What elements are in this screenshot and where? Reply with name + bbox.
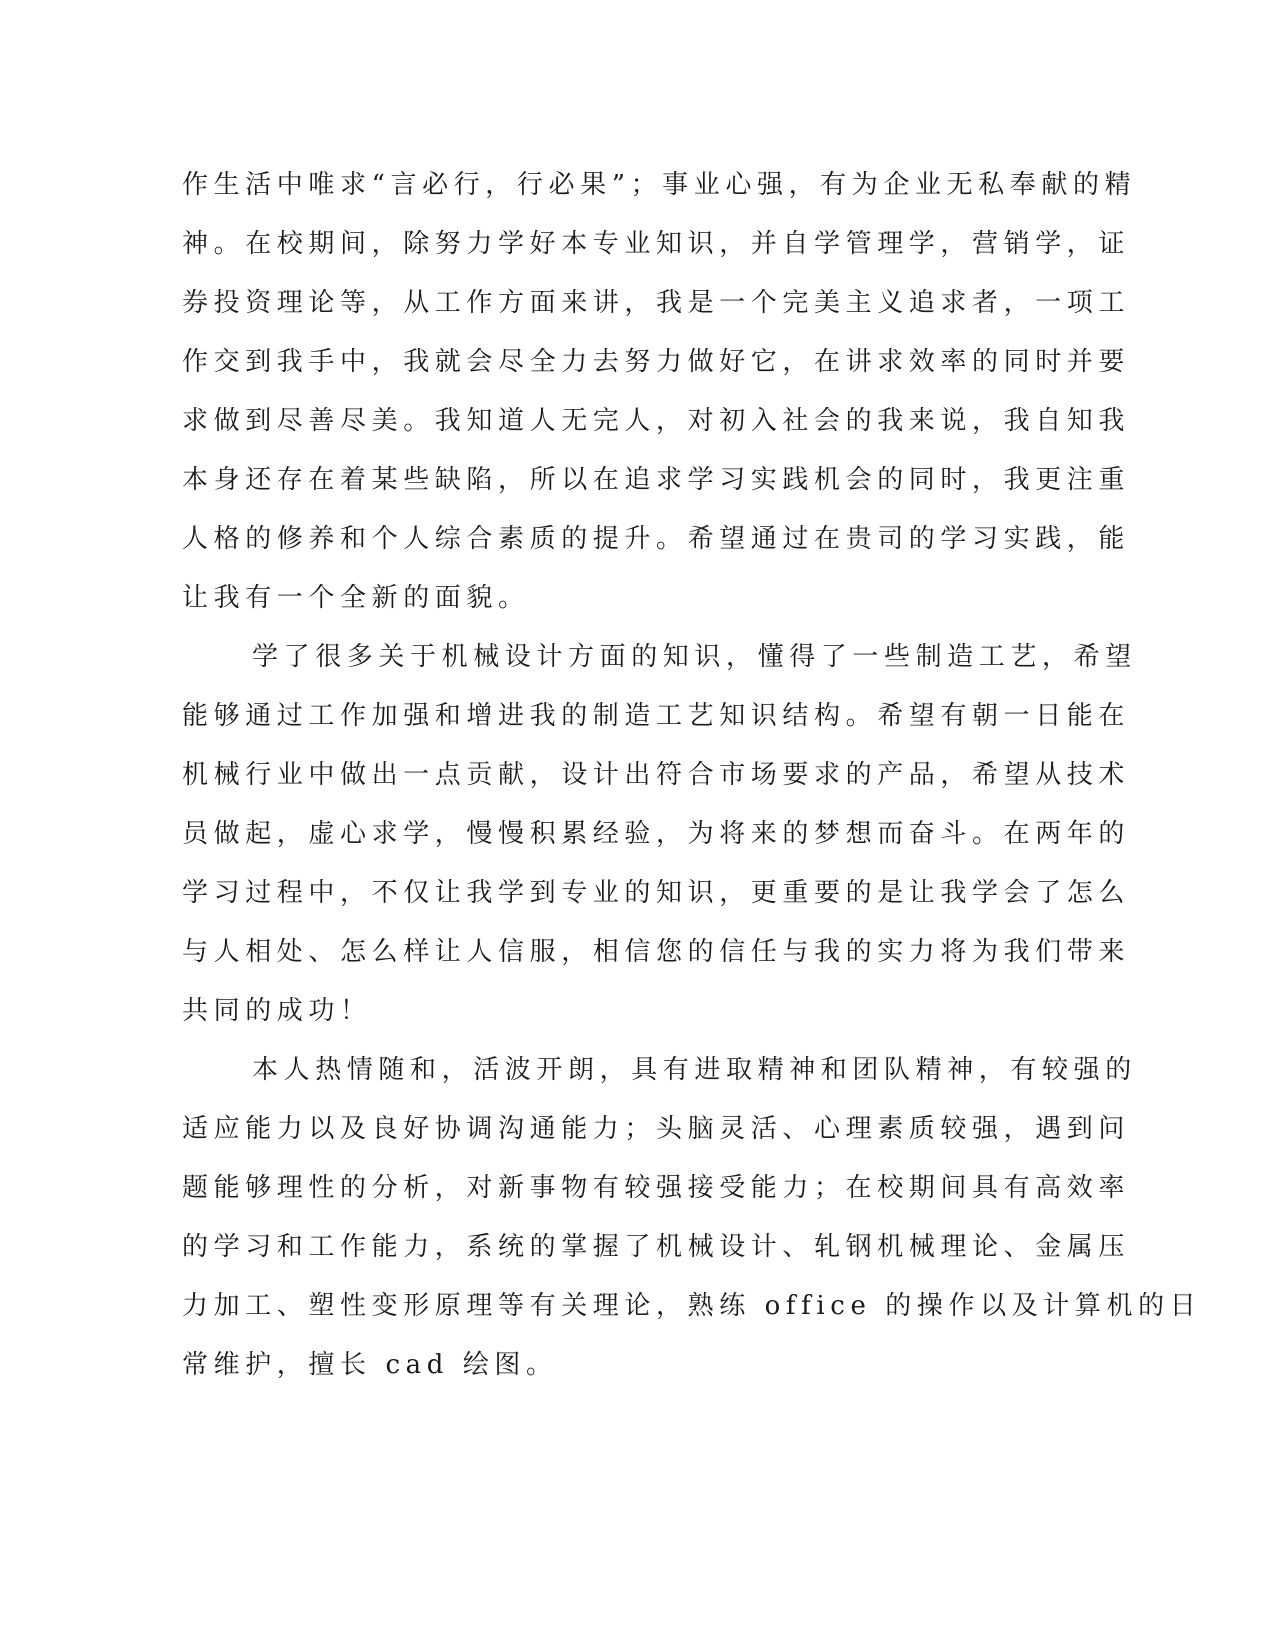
text-line: 与人相处、怎么样让人信服，相信您的信任与我的实力将为我们带来 bbox=[182, 937, 1131, 967]
text-line: 神。在校期间，除努力学好本专业知识，并自学管理学，营销学，证 bbox=[182, 229, 1131, 259]
text-line: 作交到我手中，我就会尽全力去努力做好它，在讲求效率的同时并要 bbox=[182, 347, 1131, 377]
text-line: 常维护，擅长 cad 绘图。 bbox=[182, 1350, 558, 1380]
paragraph-3 bbox=[182, 1041, 1202, 1395]
text-line: 共同的成功！ bbox=[182, 996, 372, 1026]
text-line: 作生活中唯求“言必行，行必果”；事业心强，有为企业无私奉献的精 bbox=[182, 170, 1137, 200]
text-line: 机械行业中做出一点贡献，设计出符合市场要求的产品，希望从技术 bbox=[182, 760, 1131, 790]
text-line: 本身还存在着某些缺陷，所以在追求学习实践机会的同时，我更注重 bbox=[182, 465, 1131, 495]
text-line: 员做起，虚心求学，慢慢积累经验，为将来的梦想而奋斗。在两年的 bbox=[182, 819, 1131, 849]
text-line: 让我有一个全新的面貌。 bbox=[182, 583, 530, 613]
paragraph-1 bbox=[182, 156, 1137, 628]
text-line: 求做到尽善尽美。我知道人无完人，对初入社会的我来说，我自知我 bbox=[182, 406, 1131, 436]
text-line: 的学习和工作能力，系统的掌握了机械设计、轧钢机械理论、金属压 bbox=[182, 1232, 1131, 1262]
text-line: 本人热情随和，活波开朗，具有进取精神和团队精神，有较强的 bbox=[252, 1055, 1137, 1085]
text-line: 能够通过工作加强和增进我的制造工艺知识结构。希望有朝一日能在 bbox=[182, 701, 1131, 731]
text-line: 人格的修养和个人综合素质的提升。希望通过在贵司的学习实践，能 bbox=[182, 524, 1131, 554]
document-body bbox=[182, 156, 1202, 1395]
text-line: 券投资理论等，从工作方面来讲，我是一个完美主义追求者，一项工 bbox=[182, 288, 1131, 318]
text-line: 力加工、塑性变形原理等有关理论，熟练 office 的操作以及计算机的日 bbox=[182, 1291, 1202, 1321]
text-line: 学了很多关于机械设计方面的知识，懂得了一些制造工艺，希望 bbox=[252, 642, 1137, 672]
paragraph-2 bbox=[182, 628, 1137, 1041]
text-line: 适应能力以及良好协调沟通能力；头脑灵活、心理素质较强，遇到问 bbox=[182, 1114, 1131, 1144]
text-line: 学习过程中，不仅让我学到专业的知识，更重要的是让我学会了怎么 bbox=[182, 878, 1131, 908]
text-line: 题能够理性的分析，对新事物有较强接受能力；在校期间具有高效率 bbox=[182, 1173, 1131, 1203]
